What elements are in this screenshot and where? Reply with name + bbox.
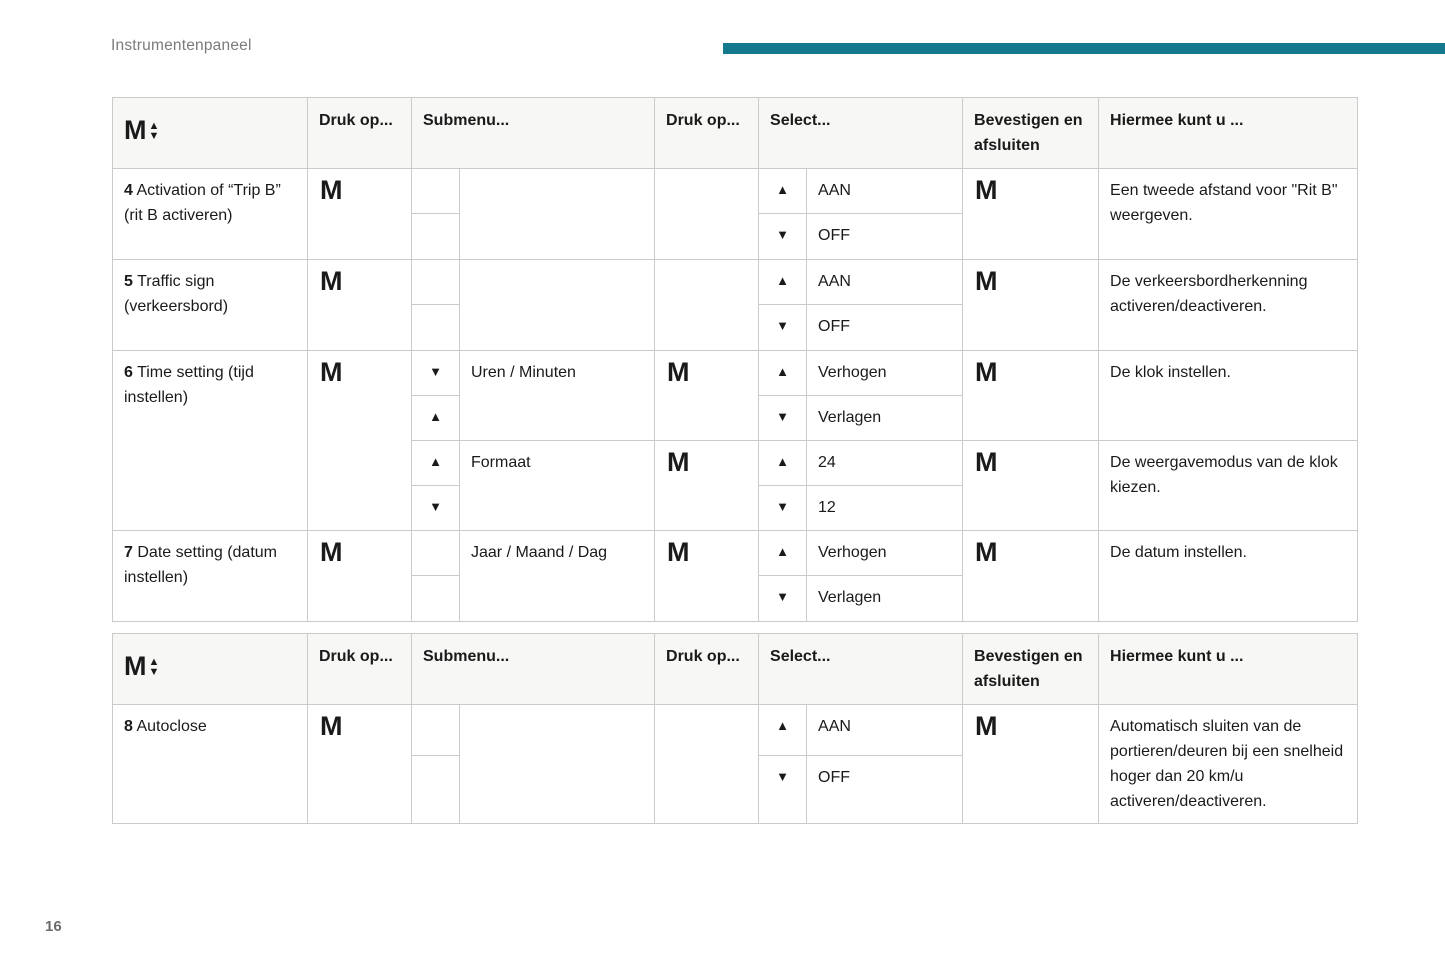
press2-cell-empty xyxy=(655,260,759,351)
press2-cell-empty xyxy=(655,169,759,260)
menu-updown-icon xyxy=(149,121,160,141)
page-title: Instrumentenpaneel xyxy=(111,37,252,54)
menu-settings-table-2 xyxy=(112,633,1358,824)
page-number: 16 xyxy=(45,918,62,935)
submenu-label-cell-empty xyxy=(460,169,655,260)
menu-settings-table-1 xyxy=(112,97,1358,622)
select-option-down: 12 xyxy=(807,486,963,531)
up-arrow-icon: ▲ xyxy=(759,351,807,396)
purpose-text: Een tweede afstand voor "Rit B" weergeven. xyxy=(1099,169,1358,260)
submenu-arrow-cell-empty xyxy=(412,705,460,756)
down-arrow-icon: ▼ xyxy=(148,129,160,142)
submenu-arrow-icon: ▼ xyxy=(412,486,460,531)
column-header-select: Select... xyxy=(759,98,963,169)
submenu-arrow-cell-empty xyxy=(412,305,460,351)
table-header-row xyxy=(113,634,1358,705)
down-arrow-icon: ▼ xyxy=(759,214,807,260)
column-header-press2: Druk op... xyxy=(655,98,759,169)
down-arrow-icon: ▼ xyxy=(759,396,807,441)
row-number: 4 xyxy=(124,182,133,199)
down-arrow-icon: ▼ xyxy=(759,486,807,531)
row-title xyxy=(113,705,308,824)
row-title-text: Date setting (datum instellen) xyxy=(124,544,277,586)
column-header-press2: Druk op... xyxy=(655,634,759,705)
press2-m-cell: M xyxy=(655,531,759,622)
row-number: 7 xyxy=(124,544,133,561)
purpose-text: De verkeersbordherkenning activeren/deactiveren. xyxy=(1099,260,1358,351)
submenu-arrow-icon: ▲ xyxy=(412,396,460,441)
menu-button-symbol xyxy=(124,653,296,680)
press-m-cell: M xyxy=(308,705,412,824)
select-option-down: OFF xyxy=(807,305,963,351)
row-title-text: Traffic sign (verkeersbord) xyxy=(124,273,229,315)
confirm-m-cell: M xyxy=(963,531,1099,622)
row-title xyxy=(113,260,308,351)
press-m-cell: M xyxy=(308,169,412,260)
row-title xyxy=(113,351,308,531)
column-header-confirm: Bevestigen en afsluiten xyxy=(963,634,1099,705)
select-option-up: AAN xyxy=(807,169,963,214)
column-header-press: Druk op... xyxy=(308,98,412,169)
row-title-text: Autoclose xyxy=(136,718,207,735)
column-header-submenu: Submenu... xyxy=(412,98,655,169)
down-arrow-icon: ▼ xyxy=(148,665,160,678)
up-arrow-icon: ▲ xyxy=(148,119,160,132)
menu-m-label: M xyxy=(124,651,147,681)
table-row-trip-b xyxy=(113,169,1358,214)
submenu-label: Jaar / Maand / Dag xyxy=(460,531,655,622)
press2-m-cell: M xyxy=(655,441,759,531)
confirm-m-cell: M xyxy=(963,705,1099,824)
up-arrow-icon: ▲ xyxy=(148,655,160,668)
submenu-arrow-cell-empty xyxy=(412,169,460,214)
row-title-text: Time setting (tijd instellen) xyxy=(124,364,254,406)
submenu-arrow-cell-empty xyxy=(412,214,460,260)
submenu-arrow-cell-empty xyxy=(412,531,460,576)
select-option-up: Verhogen xyxy=(807,531,963,576)
table-row-date-setting xyxy=(113,531,1358,576)
up-arrow-icon: ▲ xyxy=(759,531,807,576)
column-header-select: Select... xyxy=(759,634,963,705)
accent-bar xyxy=(723,43,1445,54)
confirm-m-cell: M xyxy=(963,351,1099,441)
row-title xyxy=(113,169,308,260)
down-arrow-icon: ▼ xyxy=(759,755,807,823)
submenu-arrow-cell-empty xyxy=(412,260,460,305)
column-header-confirm: Bevestigen en afsluiten xyxy=(963,98,1099,169)
menu-button-symbol xyxy=(124,117,296,144)
up-arrow-icon: ▲ xyxy=(759,169,807,214)
purpose-text: Automatisch sluiten van de portieren/deuren bij een snelheid hoger dan 20 km/u activeren/deactiveren. xyxy=(1099,705,1358,824)
purpose-text: De datum instellen. xyxy=(1099,531,1358,622)
down-arrow-icon: ▼ xyxy=(759,305,807,351)
menu-m-label: M xyxy=(124,115,147,145)
down-arrow-icon: ▼ xyxy=(759,576,807,622)
row-number: 6 xyxy=(124,364,133,381)
press-m-cell: M xyxy=(308,260,412,351)
submenu-arrow-icon: ▲ xyxy=(412,441,460,486)
select-option-down: OFF xyxy=(807,755,963,823)
submenu-label: Uren / Minuten xyxy=(460,351,655,441)
column-header-menu xyxy=(113,634,308,705)
purpose-text: De klok instellen. xyxy=(1099,351,1358,441)
column-header-menu xyxy=(113,98,308,169)
row-number: 8 xyxy=(124,718,133,735)
select-option-up: AAN xyxy=(807,260,963,305)
row-title-text: Activation of “Trip B” (rit B activeren) xyxy=(124,182,281,224)
row-title xyxy=(113,531,308,622)
table-row-autoclose xyxy=(113,705,1358,756)
column-header-press: Druk op... xyxy=(308,634,412,705)
purpose-text: De weergavemodus van de klok kiezen. xyxy=(1099,441,1358,531)
column-header-submenu: Submenu... xyxy=(412,634,655,705)
select-option-up: AAN xyxy=(807,705,963,756)
confirm-m-cell: M xyxy=(963,169,1099,260)
submenu-label-cell-empty xyxy=(460,705,655,824)
select-option-down: Verlagen xyxy=(807,576,963,622)
press2-cell-empty xyxy=(655,705,759,824)
table-header-row xyxy=(113,98,1358,169)
submenu-label-cell-empty xyxy=(460,260,655,351)
up-arrow-icon: ▲ xyxy=(759,260,807,305)
submenu-label: Formaat xyxy=(460,441,655,531)
press-m-cell: M xyxy=(308,531,412,622)
press-m-cell: M xyxy=(308,351,412,531)
select-option-down: Verlagen xyxy=(807,396,963,441)
press2-m-cell: M xyxy=(655,351,759,441)
up-arrow-icon: ▲ xyxy=(759,441,807,486)
table-row-time-setting xyxy=(113,351,1358,396)
submenu-arrow-icon: ▼ xyxy=(412,351,460,396)
table-row-traffic-sign xyxy=(113,260,1358,305)
select-option-up: 24 xyxy=(807,441,963,486)
column-header-purpose: Hiermee kunt u ... xyxy=(1099,98,1358,169)
submenu-arrow-cell-empty xyxy=(412,576,460,622)
confirm-m-cell: M xyxy=(963,260,1099,351)
confirm-m-cell: M xyxy=(963,441,1099,531)
menu-updown-icon xyxy=(149,657,160,677)
select-option-down: OFF xyxy=(807,214,963,260)
select-option-up: Verhogen xyxy=(807,351,963,396)
up-arrow-icon: ▲ xyxy=(759,705,807,756)
submenu-arrow-cell-empty xyxy=(412,755,460,823)
row-number: 5 xyxy=(124,273,133,290)
column-header-purpose: Hiermee kunt u ... xyxy=(1099,634,1358,705)
